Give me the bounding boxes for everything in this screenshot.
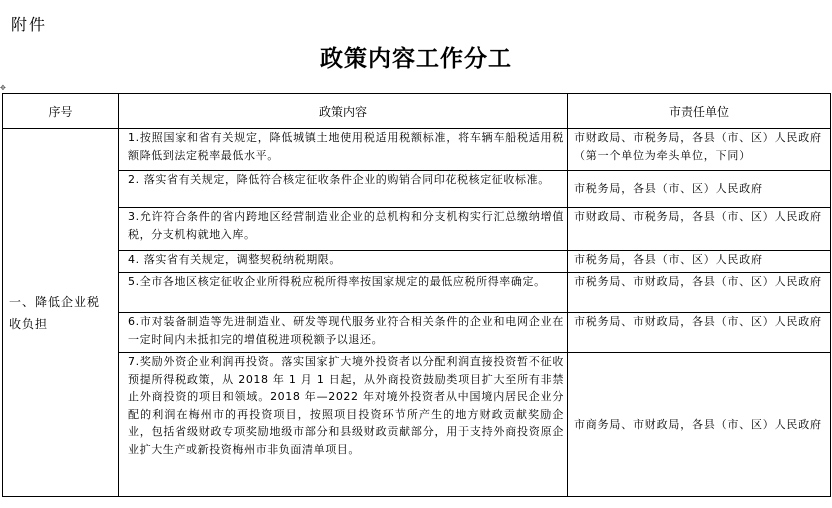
attachment-label: 附件 [11, 15, 48, 34]
policy-content: 4. 落实省有关规定，调整契税纳税期限。 [119, 251, 568, 273]
responsible-unit: 市财政局、市税务局，各县（市、区）人民政府（第一个单位为牵头单位，下同） [568, 129, 831, 171]
header-unit: 市责任单位 [568, 94, 831, 129]
table-row [3, 313, 831, 353]
table-row [3, 171, 831, 208]
header-seq: 序号 [3, 94, 119, 129]
policy-content: 3.允许符合条件的省内跨地区经营制造业企业的总机构和分支机构实行汇总缴纳增值税，分支机构就地入库。 [119, 208, 568, 251]
anchor-icon: ✥ [0, 84, 6, 92]
policy-content: 2. 落实省有关规定，降低符合核定征收条件企业的购销合同印花税核定征收标准。 [119, 171, 568, 208]
policy-content: 7.奖励外资企业利润再投资。落实国家扩大境外投资者以分配利润直接投资暂不征收预提所得税政策，从 2018 年 1 月 1 日起，从外商投资鼓励类项目扩大至所有非禁止外商投资的项目和领域。2018 年—2022 年对境外投资者从中国境内居民企业分配的利润在梅州市的再投资项目，按照项目投资环节所产生的地方财政贡献奖励企业，包括省级财政专项奖励地级市部分和县级财政贡献部分，用于支持外商投资原企业扩大生产或新投资梅州市非负面清单项目。 [119, 353, 568, 497]
policy-content: 1.按照国家和省有关规定，降低城镇土地使用税适用税额标准，将车辆车船税适用税额降低到法定税率最低水平。 [119, 129, 568, 171]
responsible-unit: 市税务局，各县（市、区）人民政府 [568, 251, 831, 273]
table-row [3, 129, 831, 171]
header-content: 政策内容 [119, 94, 568, 129]
category-cell: 一、降低企业税收负担 [3, 129, 119, 497]
table-header-row [3, 94, 831, 129]
responsible-unit: 市财政局、市税务局，各县（市、区）人民政府 [568, 208, 831, 251]
table-row [3, 353, 831, 497]
table-row [3, 208, 831, 251]
policy-table [2, 93, 831, 497]
responsible-unit: 市税务局、市财政局，各县（市、区）人民政府 [568, 273, 831, 313]
policy-content: 6.市对装备制造等先进制造业、研发等现代服务业符合相关条件的企业和电网企业在一定时间内未抵扣完的增值税进项税额予以退还。 [119, 313, 568, 353]
table-row [3, 251, 831, 273]
table-row [3, 273, 831, 313]
responsible-unit: 市商务局、市财政局，各县（市、区）人民政府 [568, 353, 831, 497]
policy-content: 5.全市各地区核定征收企业所得税应税所得率按国家规定的最低应税所得率确定。 [119, 273, 568, 313]
document-title: 政策内容工作分工 [320, 45, 512, 72]
responsible-unit: 市税务局、市财政局，各县（市、区）人民政府 [568, 313, 831, 353]
responsible-unit: 市税务局，各县（市、区）人民政府 [568, 171, 831, 208]
